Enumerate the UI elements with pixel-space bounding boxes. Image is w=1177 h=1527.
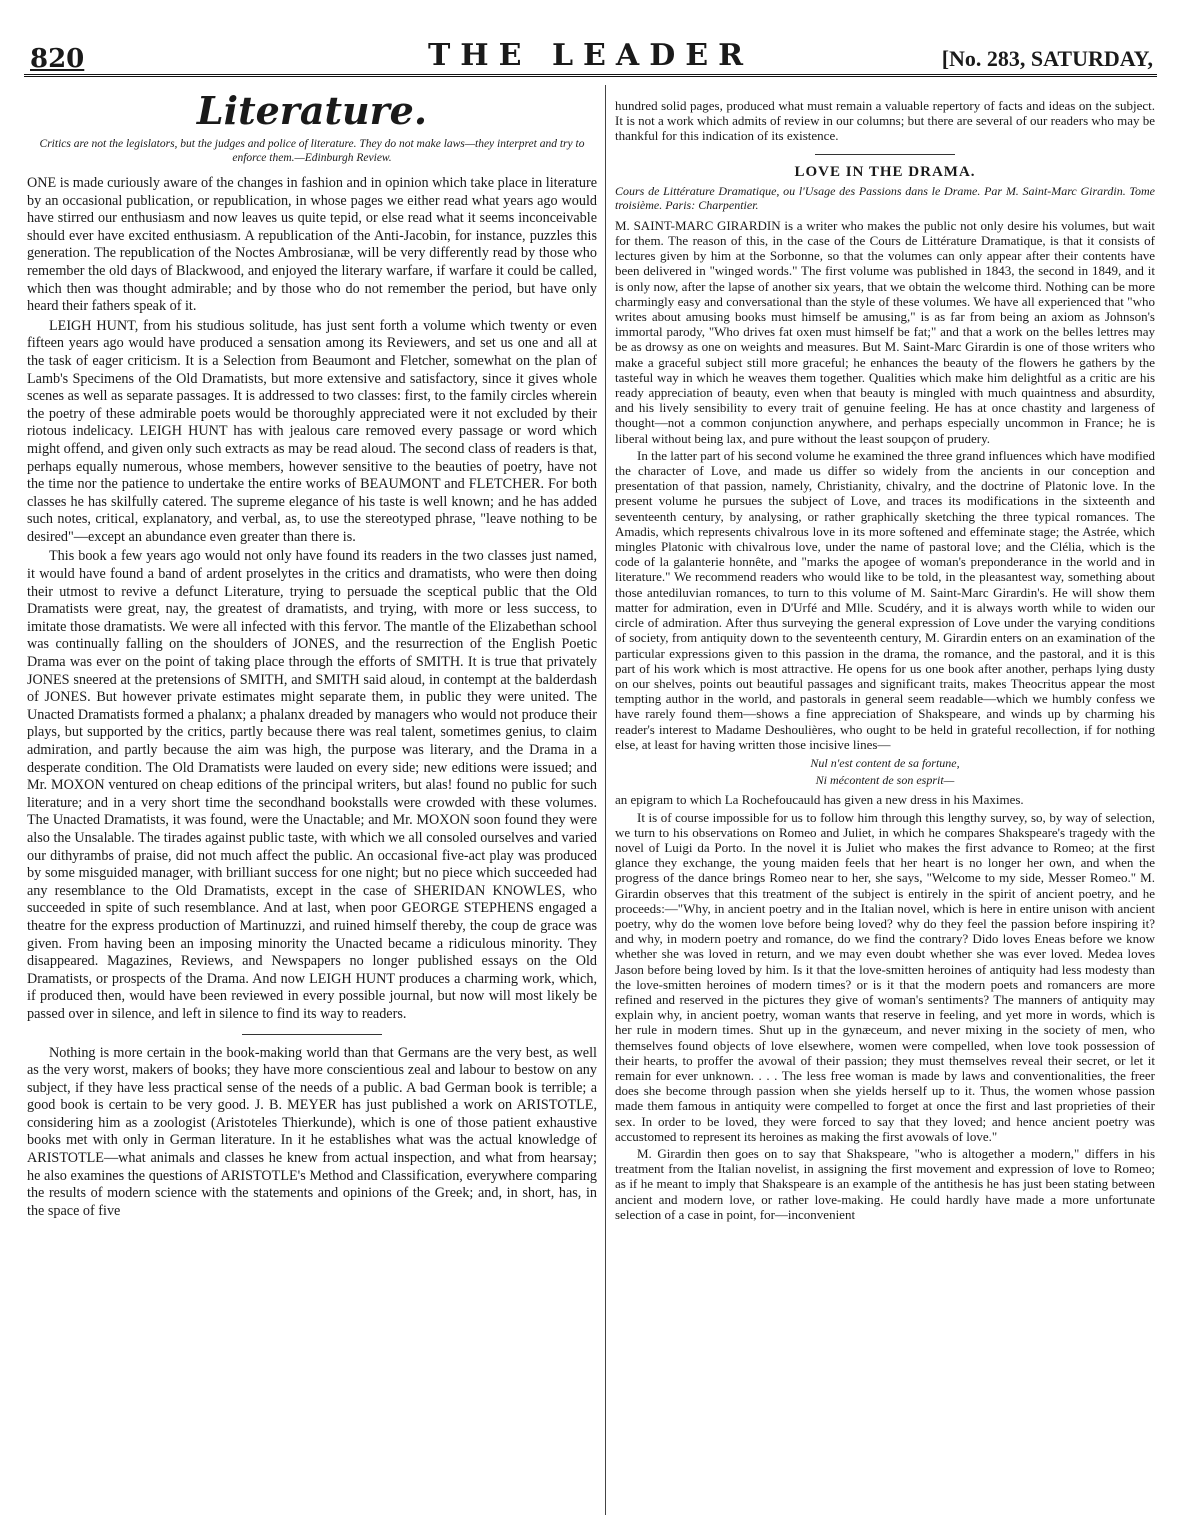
verse-line: Ni mécontent de son esprit— [815,773,955,788]
paragraph: Nothing is more certain in the book-making world than that Germans are the very best, as well as the very worst, makers of books; they have more conscientious zeal and labour to bestow on any subject, if they have less practical sense of the needs of a public. A bad German book is terrible; a good book is certain to be very good. J. B. MEYER has just published a work on ARISTOTLE, considering him as a zoologist (Aristoteles Thierkunde), which is one of those patient exhaustive books met with only in German literature. In it he establishes what was the actual knowledge of ARISTOTLE—what animals and classes he knew from actual inspection, and what from hearsay; he also examines the questions of ARISTOTLE's Method and Classification, everywhere comparing the results of modern science with the statements and opinions of the Greek; and, in short, has, in the space of five [27,1044,597,1219]
section-heading: Literature. [196,88,428,133]
paragraph: In the latter part of his second volume he examined the three grand influences which have modified the character of Love, and made us differ so widely from the ancients in our conception and presentation of that passion, namely, Christianity, chivalry, and the doctrine of Platonic love. In the present volume he pursues the subject of Love, and traces its modifications in the sixteenth and seventeenth century, by analysing, or rather graphically sketching the three typical romances. The Amadis, which represents chivalrous love in its more softened and effeminate stage; the Astrée, which mingles Platonic with chivalrous love, under the name of pastoral love; and the Clélia, which is the code of la galanterie honnête, and "marks the apogee of woman's preponderance in the world and in literature." We recommend readers who would like to be told, in the pleasantest way, something about those antediluvian romances, to turn to this volume of M. Saint-Marc Girardin's. He will show them matter for admiration, even in D'Urfé and Mlle. Scudéry, and it is always worth while to widen our circle of admiration. After thus surveying the general expression of Love under the varying conditions of society, from antiquity down to the seventeenth century, M. Girardin enters on an examination of the particular expressions given to this passion in the drama, the romance, and the pastoral, and it is this part of his work which is most attractive. He opens for us one book after another, perhaps lying dusty on our shelves, points out beautiful passages and significant traits, makes Theocritus appear the most tempting author in the world, and pastorals in general seem readable—which we humbly confess we have rarely found them—shows a fine appreciation of Shakspeare, and winds up by charming his reader's interest to Madame Deshoulières, who ought to be held in grateful recollection, if for nothing else, at least for having written those incisive lines— [615,447,1155,752]
paragraph: ONE is made curiously aware of the changes in fashion and in opinion which take place in literature by an occasional publication, or republication, in whose pages we either read what years ago would have stirred our enthusiasm and now leaves us quite tepid, or else read what it seems inconceivable should ever have excited enthusiasm. A republication of the Anti-Jacobin, for instance, puzzles this generation. The republication of the Noctes Ambrosianæ, will be very differently read by those who remember the old days of Blackwood, and enjoyed the literary warfare, if warfare it could be called, which then was thought admirable; and by those who do not remember the period, but have only heard their fathers speak of it. [27,175,597,315]
left-column [27,85,597,1515]
paragraph: M. SAINT-MARC GIRARDIN is a writer who makes the public not only desire his volumes, but wait for them. The reason of this, in the case of the Cours de Littérature Dramatique, is that it consists of lectures given by him at the Sorbonne, so that the volumes can only appear after their contents have been delivered in "winged words." The first volume was published in 1843, the second in 1849, and it is only now, after the lapse of another six years, that we obtain the welcome third. Nothing can be more charmingly easy and conversational than the style of these volumes. We have all experienced that "who writes about amusing books must himself be amusing," is as far from being an axiom as Johnson's immortal parody, "Who drives fat oxen must himself be fat;" and that a work on the belles lettres may be as drowsy as one on weights and measures. But M. Saint-Marc Girardin is one of those writers who make a graceful subject still more graceful; he enhances the beauty of the flowers he gathers by the tasteful way in which he weaves them together. Qualities which make him delightful as a critic are his ready appreciation of beauty, even when that beauty is mingled with much quaintness and absurdity, and his lively sensibility to every trait of genuine feeling. He has at once chastity and largeness of thought—not a common conjunction anywhere, and perhaps especially uncommon in France; he is liberal without being lax, and pure without the least soupçon of prudery. [615,217,1155,446]
page-number: 820 [30,44,85,74]
paragraph: hundred solid pages, produced what must remain a valuable repertory of facts and ideas on the subject. It is not a work which admits of review in our columns; but there are several of our readers who may be thankful for this indication of its existence. [615,98,1155,144]
verse-line: Nul n'est content de sa fortune, [810,755,960,770]
column-divider [605,85,606,1515]
section-divider [815,154,955,155]
verse-quote [615,756,1155,788]
article-title: LOVE IN THE DRAMA. [794,163,976,180]
citation: Cours de Littérature Dramatique, ou l'Usage des Passions dans le Drame. Par M. Saint-Marc Girardin. Tome troisième. Paris: Charpentier. [615,183,1155,212]
paragraph: It is of course impossible for us to follow him through this lengthy survey, so, by way of selection, we turn to his observations on Romeo and Juliet, in which he compares Shakspeare's tragedy with the novel of Luigi da Porto. In the novel it is Juliet who makes the first advance to Romeo; at the first glance they exchange, the young maiden feels that her heart is no longer her own, and when the progress of the dance brings Romeo near to her, she says, "Welcome to my side, Messer Romeo." M. Girardin observes that this treatment of the subject is entirely in the spirit of ancient poetry, and he proceeds:—"Why, in ancient poetry and in the Italian novel, which is here in entire unison with ancient poetry, why do the women love before being loved? why do they feel the passion before inspiring it? and why, in modern poetry and romance, do we find the contrary? Dido loves Eneas before we know whether she was loved in return, and we may even doubt whether she was ever loved. Medea loves Jason before being loved by him. Is it that the love-smitten heroines of antiquity had less modesty than the love-smitten heroines of modern times? or is it that the modern poets and romancers are more refined and reserved in the pictures they give of woman's sentiments? The manners of antiquity may explain why, in ancient poetry, woman wants that reserve in feeling, and yet more in words, which is her rule in modern times. Shut up in the gynæceum, and never mixing in the society of men, who themselves found objects of love elsewhere, women were compelled, when love took possession of their hearts, to proffer the avowal of their passion; they must themselves reveal their secret, or let it remain for ever unknown. . . . The less free woman is made by laws and conventionalities, the freer does she become through passion when she yields herself up to it. Thus, the women whose passion made them famous in antiquity were compelled to forget at once the first and last proprieties of their sex. In order to be loved, they were forced to say that they loved; and hence ancient poetry was accustomed to represent its heroines as making the first avowals of love." [615,809,1155,1144]
page-header [24,38,1157,77]
issue-label: [No. 283, SATURDAY, [941,46,1153,71]
masthead: THE LEADER [427,38,754,73]
epigraph: Critics are not the legislators, but the judges and police of literature. They do not make laws—they interpret and try to enforce them.—Edinburgh Review. [39,138,585,164]
paragraph: M. Girardin then goes on to say that Shakspeare, "who is altogether a modern," differs in his treatment from the Italian novelist, in assigning the first movement and expression of love to Romeo; as if he meant to imply that Shakspeare is an example of the antithesis he has just been stating between ancient and modern love, or rather love-making. He could hardly have made a more unfortunate selection of a case in point, for—inconvenient [615,1146,1155,1222]
section-divider [242,1034,382,1035]
paragraph: an epigram to which La Rochefoucauld has given a new dress in his Maximes. [615,792,1024,808]
right-column [615,85,1155,1515]
paragraph: This book a few years ago would not only have found its readers in the two classes just named, it would have found a band of ardent proselytes in the critics and dramatists, who were then doing their utmost to revive a defunct Literature, trying to persuade the sceptical public that the Old Dramatists were great, nay, the greatest of dramatists, and trying, with more or less success, to imitate those dramatists. We were all infected with this fervor. The mantle of the Elizabethan school was continually falling on the shoulders of JONES, and the resurrection of the English Poetic Drama was ever on the point of taking place through the efforts of SMITH. It is true that privately JONES sneered at the pretensions of SMITH, and SMITH said aloud, in contempt at the balderdash of JONES. But however private estimates might separate them, in public they were united. The Unacted Dramatists formed a phalanx; a phalanx dreaded by managers who would not produce their plays, but supported by the critics, partly because there was real talent, sometimes genius, to claim admiration, and partly because the aim was high, the purpose was literary, and the Drama in a desperate condition. The Old Dramatists were lauded on every side; new editions were issued; and Mr. MOXON ventured on cheap editions of the principal writers, but alas! found no public for such literature; and in a very short time the secondhand bookstalls were crowded with these volumes. The Unacted Dramatists, it was found, were the Unactable; and Mr. MOXON soon found they were also the Unsalable. The tirades against public taste, with which we all consoled ourselves and varied our dithyrambs of praise, did not much affect the public. An occasional five-act play was produced by some misguided manager, with brilliant success for one night; but no piece which succeeded had any resemblance to the Old Dramatists, except in the case of SHERIDAN KNOWLES, who succeeded in spite of such resemblance. And at last, when poor GEORGE STEPHENS engaged a theatre for the express production of Martinuzzi, and ruined himself thereby, the coup de grace was given. From having been an imposing minority the Unacted became a ridiculous minority. They disappeared. Magazines, Reviews, and Newspapers no longer published essays on the Old Dramatists, or prospects of the Drama. And now LEIGH HUNT produces a charming work, which, if produced then, would have been reviewed in every possible journal, but now will most likely be passed over in silence, and left in silence to find its way to readers. [27,548,597,1022]
paragraph: LEIGH HUNT, from his studious solitude, has just sent forth a volume which twenty or even fifteen years ago would have produced a sensation among its Reviewers, and set us one and all at the task of eager criticism. It is a Selection from Beaumont and Fletcher, somewhat on the plan of Lamb's Specimens of the Old Dramatists, but more extensive and satisfactory, since it gives whole scenes as well as separate passages. It is addressed to two classes: first, to the family circles wherein the poetry of these admirable poets would be thoroughly appreciated were it not excluded by their riotous indelicacy. LEIGH HUNT has with jealous care removed every passage or word which might offend, and given only such extracts as may be read aloud. The second class of readers is that, perhaps equally numerous, whose members, however sensitive to the beauties of poetry, have not the time nor the patience to undertake the entire works of BEAUMONT and FLETCHER. For both classes he has skilfully catered. The supreme elegance of his taste is well known; and he has added such notes, critical, explanatory, and verbal, as, to use the stereotyped phrase, "leave nothing to be desired"—except an abundance even greater than there is. [27,317,597,545]
